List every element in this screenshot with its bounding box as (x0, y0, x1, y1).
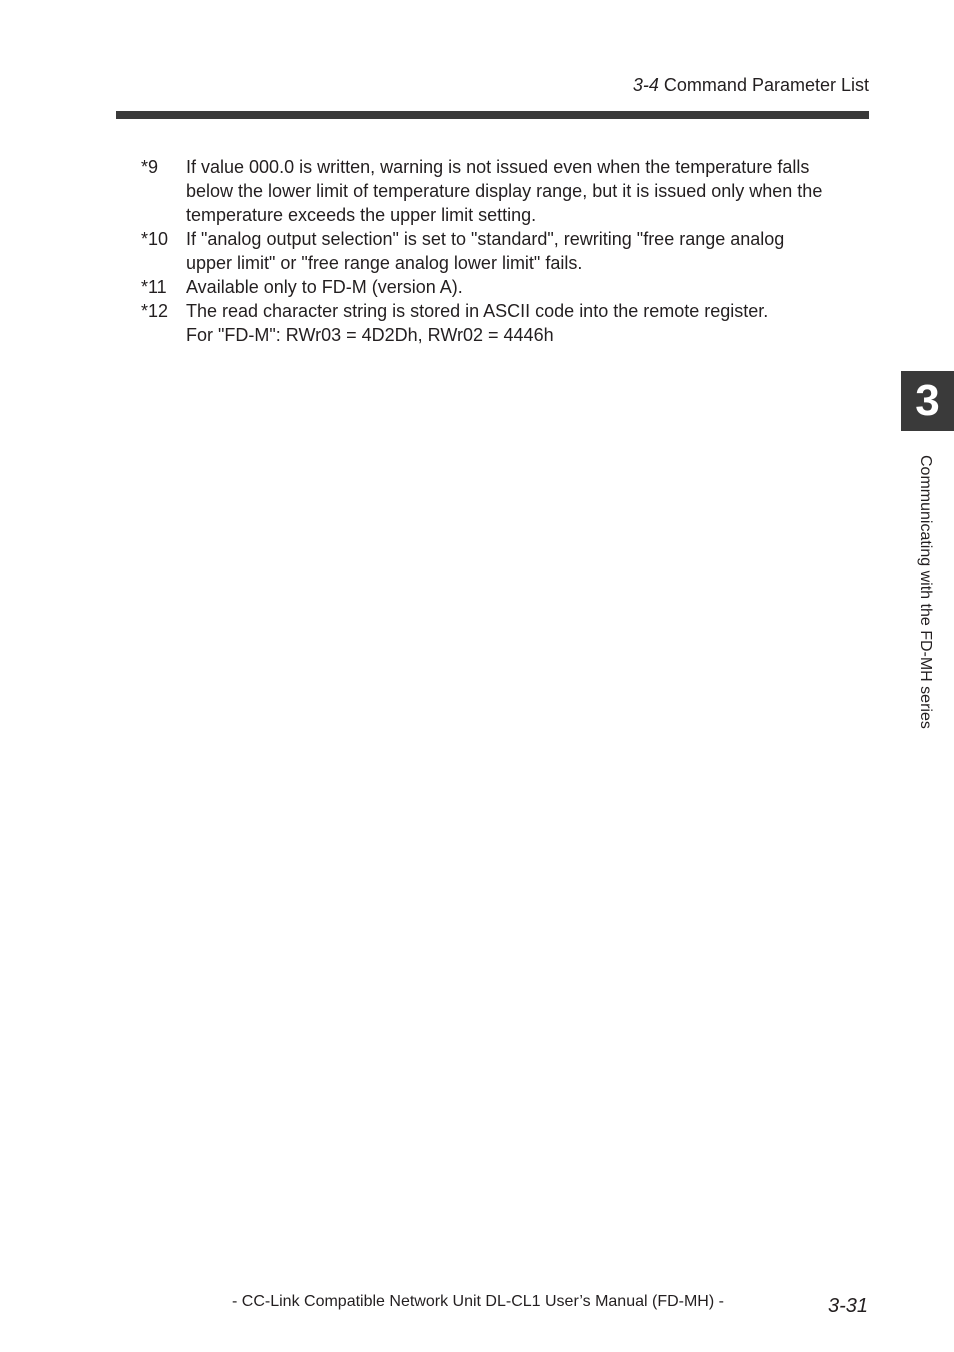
footnote-10 (141, 227, 876, 275)
footnote-12 (141, 299, 876, 347)
footnote-line: For "FD-M": RWr03 = 4D2Dh, RWr02 = 4446h (186, 325, 554, 345)
running-header (633, 73, 869, 97)
footnote-mark: *9 (141, 157, 159, 177)
footnote-line: below the lower limit of temperature display range, but it is issued only when the (186, 181, 823, 201)
section-number: 3-4 (632, 75, 659, 95)
footnote-text (186, 227, 876, 275)
footnote-line: If value 000.0 is written, warning is not issued even when the temperature falls (186, 157, 810, 177)
footnote-text (186, 275, 876, 299)
footnote-text (186, 155, 876, 227)
footnote-line: If "analog output selection" is set to "standard", rewriting "free range analog (186, 229, 785, 249)
footnote-mark: *11 (141, 277, 167, 297)
footnote-mark: *10 (141, 229, 169, 249)
footnote-list (141, 155, 876, 347)
footnote-mark: *12 (141, 301, 169, 321)
footer-manual-title: - CC-Link Compatible Network Unit DL-CL1 User’s Manual (FD-MH) - (232, 1293, 724, 1310)
page-number: 3-31 (827, 1295, 868, 1317)
footnote-line: upper limit" or "free range analog lower limit" fails. (186, 253, 583, 273)
footnote-9 (141, 155, 876, 227)
footnote-line: The read character string is stored in ASCII code into the remote register. (186, 301, 769, 321)
chapter-tab: 3 (901, 371, 954, 431)
chapter-side-title (913, 455, 937, 790)
section-title: Command Parameter List (663, 75, 869, 95)
footnote-line: temperature exceeds the upper limit setting. (186, 205, 537, 225)
footnote-11 (141, 275, 876, 299)
chapter-title-text: Communicating with the FD-MH series (917, 455, 934, 729)
footnote-text (186, 299, 876, 347)
header-rule (116, 111, 869, 119)
footnote-line: Available only to FD-M (version A). (186, 277, 463, 297)
